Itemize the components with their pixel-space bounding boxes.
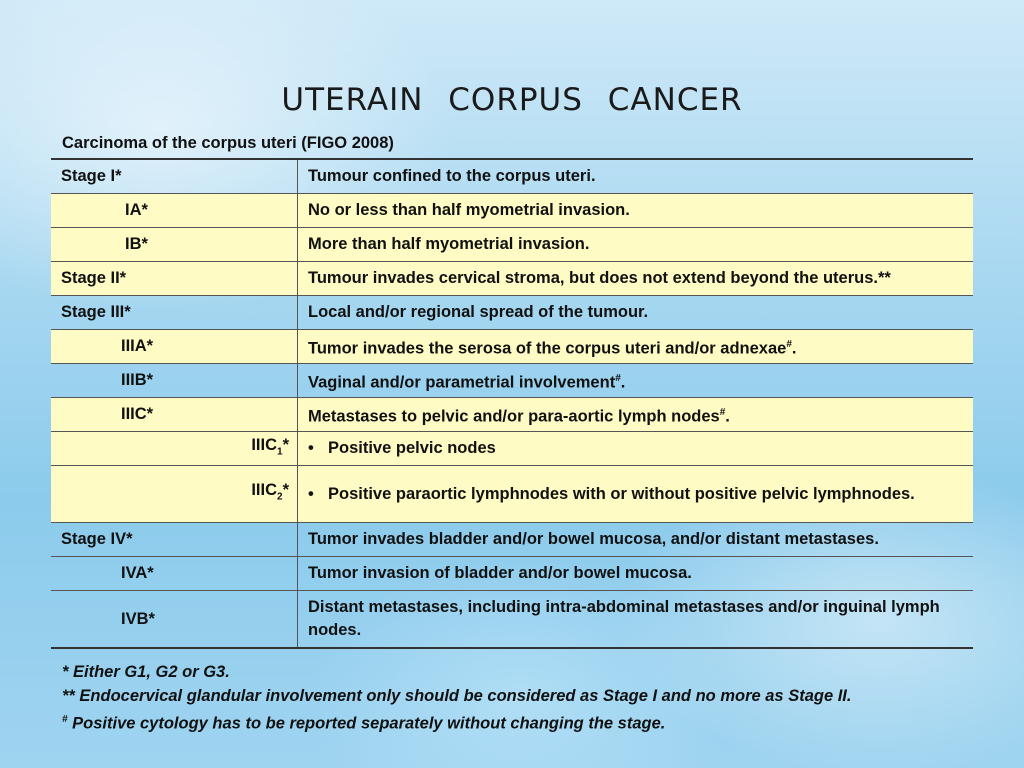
description-cell: Local and/or regional spread of the tumour.: [298, 296, 974, 330]
stage-cell: IA*: [51, 194, 298, 228]
table-row: [51, 194, 973, 228]
stage-cell: Stage II*: [51, 262, 298, 296]
table-caption: Carcinoma of the corpus uteri (FIGO 2008): [62, 134, 394, 152]
description-cell: Tumor invasion of bladder and/or bowel mucosa.: [298, 557, 974, 591]
footnote-2: ** Endocervical glandular involvement only should be considered as Stage I and no more as Stage II.: [62, 687, 852, 705]
stage-cell: Stage I*: [51, 159, 298, 194]
description-cell: Tumour confined to the corpus uteri.: [298, 159, 974, 194]
description-tail: .: [791, 339, 797, 358]
stage-main: IIIC: [251, 481, 278, 500]
description-cell: [298, 466, 974, 523]
stage-cell: Stage IV*: [51, 523, 298, 557]
stage-cell: IIIA*: [51, 330, 298, 364]
table-row: [51, 432, 973, 466]
description-text: Positive paraortic lymphnodes with or without positive pelvic lymphnodes.: [328, 484, 915, 503]
bullet-icon: •: [308, 439, 314, 457]
description-text: Tumor invades the serosa of the corpus uteri and/or adnexae: [308, 339, 787, 358]
description-cell: Tumour invades cervical stroma, but does not extend beyond the uterus.**: [298, 262, 974, 296]
table-row: [51, 591, 973, 649]
description-cell: More than half myometrial invasion.: [298, 228, 974, 262]
description-cell: [298, 364, 974, 398]
table-row: [51, 262, 973, 296]
bullet-icon: •: [308, 484, 314, 503]
stage-subscript: 1: [277, 446, 283, 458]
description-text: Vaginal and/or parametrial involvement: [308, 373, 616, 392]
table-row: [51, 523, 973, 557]
description-tail: .: [620, 373, 626, 392]
table-row: [51, 364, 973, 398]
stage-tail: *: [282, 481, 289, 500]
stage-tail: *: [282, 435, 289, 454]
slide-title: UTERAIN CORPUS CANCER: [281, 82, 743, 118]
stage-cell: IB*: [51, 228, 298, 262]
description-cell: Tumor invades bladder and/or bowel mucosa, and/or distant metastases.: [298, 523, 974, 557]
description-cell: Distant metastases, including intra-abdominal metastases and/or inguinal lymph nodes.: [298, 591, 974, 649]
stage-cell: IVB*: [51, 591, 298, 649]
stage-cell: [51, 432, 298, 466]
table-row: [51, 296, 973, 330]
footnote-mark: #: [786, 338, 792, 350]
table-row: [51, 228, 973, 262]
footnote-mark: #: [719, 406, 726, 418]
table-row: [51, 159, 973, 194]
description-cell: [298, 330, 974, 364]
description-text: Metastases to pelvic and/or para-aortic lymph nodes: [308, 407, 720, 426]
stage-main: IIIC: [251, 435, 278, 454]
stage-cell: IVA*: [51, 557, 298, 591]
description-text: Positive pelvic nodes: [328, 439, 496, 457]
footnote-3: [62, 708, 962, 736]
description-cell: [298, 432, 974, 466]
stage-cell: IIIB*: [51, 364, 298, 398]
stage-subscript: 2: [277, 491, 283, 503]
table-row: [51, 466, 973, 523]
footnote-3-text: Positive cytology has to be reported separately without changing the stage.: [67, 714, 666, 733]
stage-cell: [51, 466, 298, 523]
footnotes: [62, 660, 962, 736]
table-row: [51, 330, 973, 364]
stage-cell: Stage III*: [51, 296, 298, 330]
footnote-mark: #: [615, 372, 621, 384]
stage-cell: IIIC*: [51, 398, 298, 432]
description-cell: No or less than half myometrial invasion.: [298, 194, 974, 228]
staging-table: [51, 158, 973, 649]
table-row: [51, 557, 973, 591]
table-row: [51, 398, 973, 432]
footnote-1: * Either G1, G2 or G3.: [62, 663, 230, 681]
description-tail: .: [725, 407, 730, 426]
footnote-mark: #: [62, 714, 68, 725]
description-cell: [298, 398, 974, 432]
